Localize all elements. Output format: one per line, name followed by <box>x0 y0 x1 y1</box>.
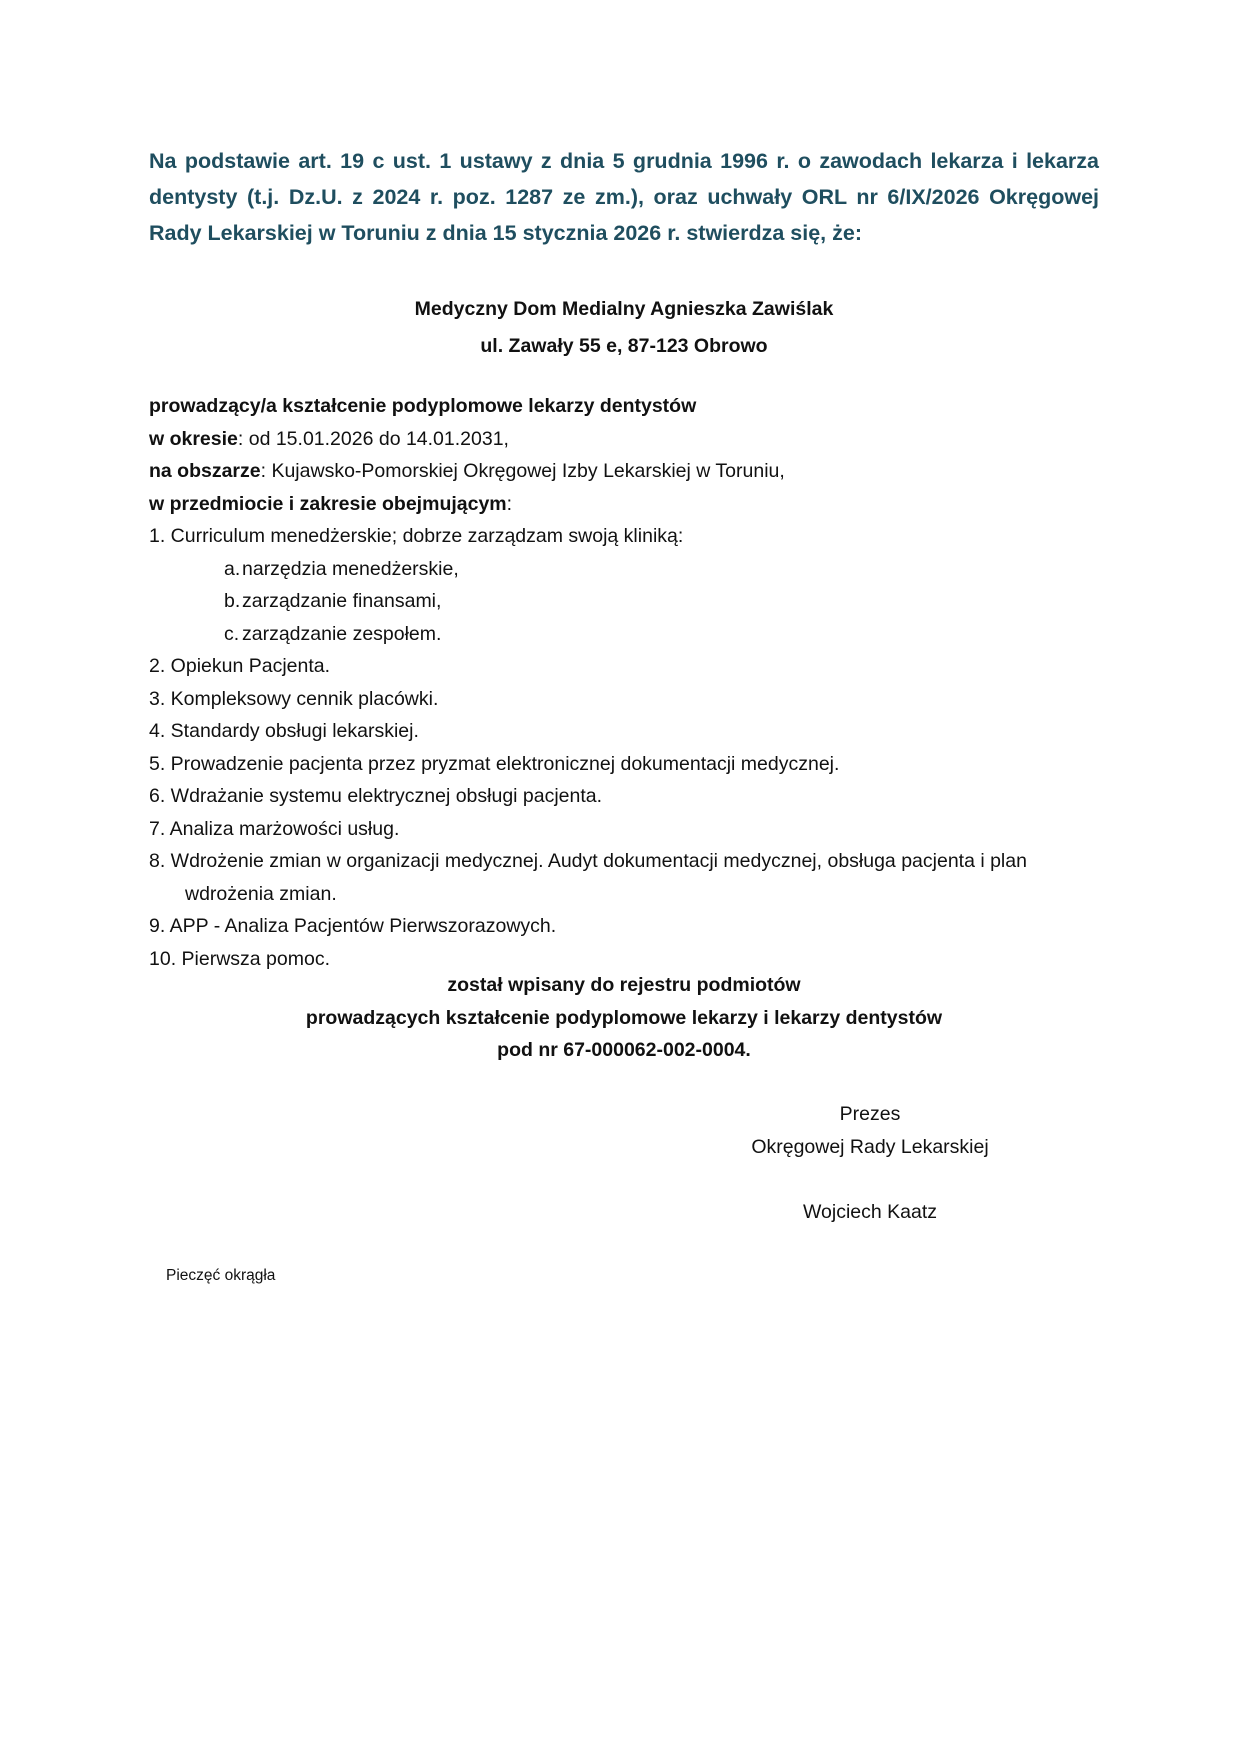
period-label: w okresie <box>149 427 238 450</box>
registration-statement <box>149 969 1099 1067</box>
area-row <box>149 455 1109 488</box>
sub-item-text: narzędzia menedżerskie, <box>242 557 459 580</box>
details-block <box>149 390 1109 975</box>
list-item: 5. Prowadzenie pacjenta przez pryzmat elektronicznej dokumentacji medycznej. <box>149 752 840 775</box>
entity-block <box>149 291 1099 365</box>
sub-list-item <box>149 618 1109 651</box>
legal-basis-paragraph <box>149 143 1099 251</box>
list-item: 10. Pierwsza pomoc. <box>149 947 330 970</box>
registration-line: prowadzących kształcenie podyplomowe lekarzy i lekarzy dentystów <box>305 1006 943 1029</box>
list-item: 6. Wdrażanie systemu elektrycznej obsługi pacjenta. <box>149 785 603 807</box>
sub-list-item <box>149 585 1109 618</box>
registration-number: pod nr 67-000062-002-0004. <box>497 1039 751 1061</box>
sub-item-letter: b. <box>224 590 241 612</box>
list-item: 1. Curriculum menedżerskie; dobrze zarządzam swoją kliniką: <box>149 525 684 547</box>
scope-label: w przedmiocie i zakresie obejmującym <box>149 492 507 515</box>
sub-item-letter: a. <box>224 557 241 580</box>
period-row <box>149 423 1109 456</box>
details-title: prowadzący/a kształcenie podyplomowe lekarzy dentystów <box>149 395 697 417</box>
sub-item-text: zarządzanie zespołem. <box>242 622 442 645</box>
scope-row <box>149 488 1109 521</box>
signature-spacer <box>660 1163 1080 1196</box>
list-item-continuation: wdrożenia zmian. <box>185 882 337 905</box>
legal-basis-line: dentysty (t.j. Dz.U. z 2024 r. poz. 1287 ze zm.), oraz uchwały ORL nr 6/IX/2026 Okręgowej <box>149 185 1099 209</box>
sub-list-item <box>149 553 1109 586</box>
sub-item-text: zarządzanie finansami, <box>242 590 442 612</box>
area-label: na obszarze <box>149 460 261 482</box>
signatory-title: Prezes <box>839 1103 901 1125</box>
list-item: 9. APP - Analiza Pacjentów Pierwszorazowych. <box>149 915 557 937</box>
signature-block <box>660 1098 1080 1228</box>
stamp-note: Pieczęć okrągła <box>166 1267 276 1284</box>
signatory-body: Okręgowej Rady Lekarskiej <box>751 1135 989 1158</box>
entity-address: ul. Zawały 55 e, 87-123 Obrowo <box>480 335 768 357</box>
period-value: : od 15.01.2026 do 14.01.2031, <box>237 427 509 450</box>
area-value: : Kujawsko-Pomorskiej Okręgowej Izby Lekarskiej w Toruniu, <box>260 460 785 482</box>
list-item: 8. Wdrożenie zmian w organizacji medycznej. Audyt dokumentacji medycznej, obsługa pacjenta i plan <box>149 850 1027 872</box>
signatory-name: Wojciech Kaatz <box>802 1200 938 1223</box>
entity-name: Medyczny Dom Medialny Agnieszka Zawiślak <box>414 298 834 320</box>
legal-basis-line: Rady Lekarskiej w Toruniu z dnia 15 stycznia 2026 r. stwierdza się, że: <box>149 221 862 245</box>
sub-item-letter: c. <box>224 622 240 645</box>
list-item: 3. Kompleksowy cennik placówki. <box>149 687 439 710</box>
list-item: 2. Opiekun Pacjenta. <box>149 655 331 677</box>
registration-line: został wpisany do rejestru podmiotów <box>447 974 801 996</box>
legal-basis-line: Na podstawie art. 19 c ust. 1 ustawy z dnia 5 grudnia 1996 r. o zawodach lekarza i lekarza <box>149 149 1099 173</box>
list-item: 7. Analiza marżowości usług. <box>149 817 400 840</box>
list-item: 4. Standardy obsługi lekarskiej. <box>149 720 419 742</box>
scope-value: : <box>506 492 513 515</box>
